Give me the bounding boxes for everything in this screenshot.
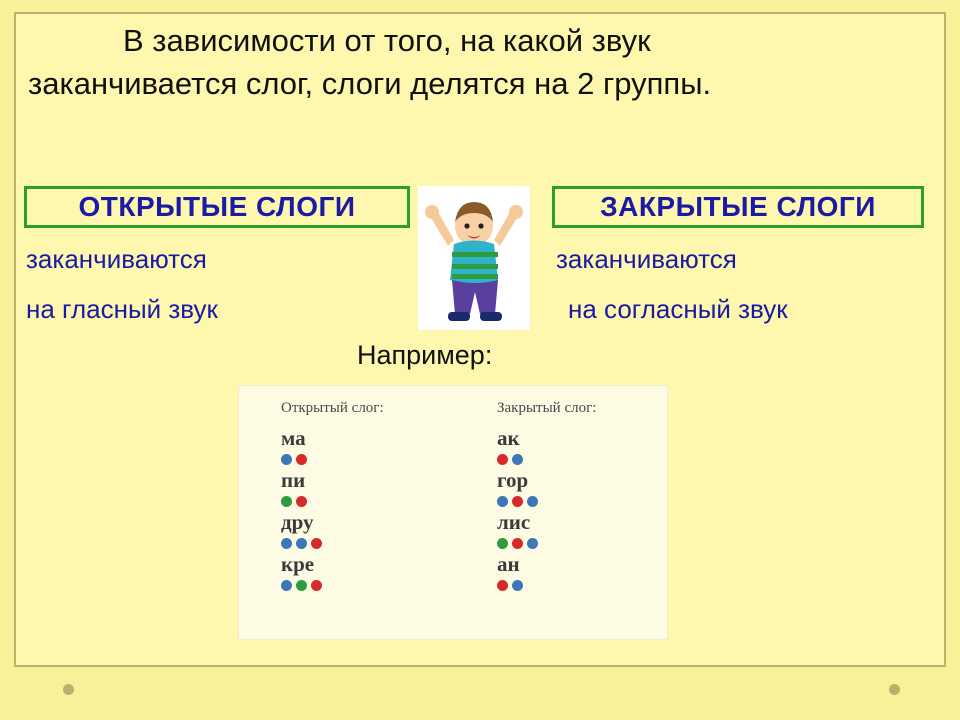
list-item — [497, 553, 596, 589]
closed-syllables-line-1: заканчиваются — [556, 244, 737, 274]
sound-dots — [497, 493, 596, 505]
sound-dots — [281, 493, 384, 505]
syllable-text: гор — [497, 468, 529, 493]
green-dot-icon — [296, 580, 307, 591]
intro-line-1: В зависимости от того, на какой звук — [123, 23, 651, 58]
red-dot-icon — [296, 496, 307, 507]
open-syllables-line-1: заканчиваются — [26, 244, 207, 274]
open-syllables-heading: ОТКРЫТЫЕ СЛОГИ — [78, 191, 356, 222]
list-item — [281, 469, 384, 505]
closed-syllables-heading-box — [552, 186, 924, 228]
syllable-text: пи — [281, 468, 306, 493]
open-syllables-heading-box — [24, 186, 410, 228]
boy-cheering-image — [418, 186, 530, 330]
syllable-text: дру — [281, 510, 314, 535]
syllable-text: ма — [281, 426, 306, 450]
sound-dots — [497, 451, 596, 463]
blue-dot-icon — [497, 496, 508, 507]
closed-syllables-column — [497, 400, 596, 595]
closed-syllables-line-2: на согласный звук — [568, 294, 788, 324]
closed-column-title: Закрытый слог: — [497, 400, 597, 416]
intro-line-2: заканчивается слог, слоги делятся на 2 группы. — [28, 65, 712, 101]
sound-dots — [281, 535, 384, 547]
list-item — [497, 469, 596, 505]
example-label: Например: — [357, 340, 493, 370]
red-dot-icon — [512, 496, 523, 507]
green-dot-icon — [497, 538, 508, 549]
syllable-examples-table — [238, 385, 668, 640]
syllable-text: лис — [497, 510, 531, 535]
sound-dots — [281, 577, 384, 589]
open-column-title: Открытый слог: — [281, 400, 384, 416]
sound-dots — [497, 535, 596, 547]
list-item — [497, 427, 596, 463]
blue-dot-icon — [527, 538, 538, 549]
blue-dot-icon — [296, 538, 307, 549]
blue-dot-icon — [281, 538, 292, 549]
red-dot-icon — [512, 538, 523, 549]
open-syllables-column — [281, 400, 384, 595]
sound-dots — [281, 451, 384, 463]
decorative-dot-right — [889, 684, 900, 695]
red-dot-icon — [311, 538, 322, 549]
list-item — [281, 553, 384, 589]
blue-dot-icon — [281, 454, 292, 465]
list-item — [281, 511, 384, 547]
intro-paragraph — [28, 20, 928, 106]
blue-dot-icon — [281, 580, 292, 591]
decorative-dot-left — [63, 684, 74, 695]
list-item — [281, 427, 384, 463]
blue-dot-icon — [527, 496, 538, 507]
syllable-text: ан — [497, 552, 520, 577]
open-syllables-line-2: на гласный звук — [26, 294, 218, 324]
closed-syllables-heading: ЗАКРЫТЫЕ СЛОГИ — [600, 191, 876, 222]
red-dot-icon — [497, 580, 508, 591]
red-dot-icon — [311, 580, 322, 591]
red-dot-icon — [497, 454, 508, 465]
syllable-text: ак — [497, 426, 520, 450]
syllable-text: кре — [281, 552, 315, 577]
green-dot-icon — [281, 496, 292, 507]
blue-dot-icon — [512, 454, 523, 465]
blue-dot-icon — [512, 580, 523, 591]
red-dot-icon — [296, 454, 307, 465]
sound-dots — [497, 577, 596, 589]
list-item — [497, 511, 596, 547]
